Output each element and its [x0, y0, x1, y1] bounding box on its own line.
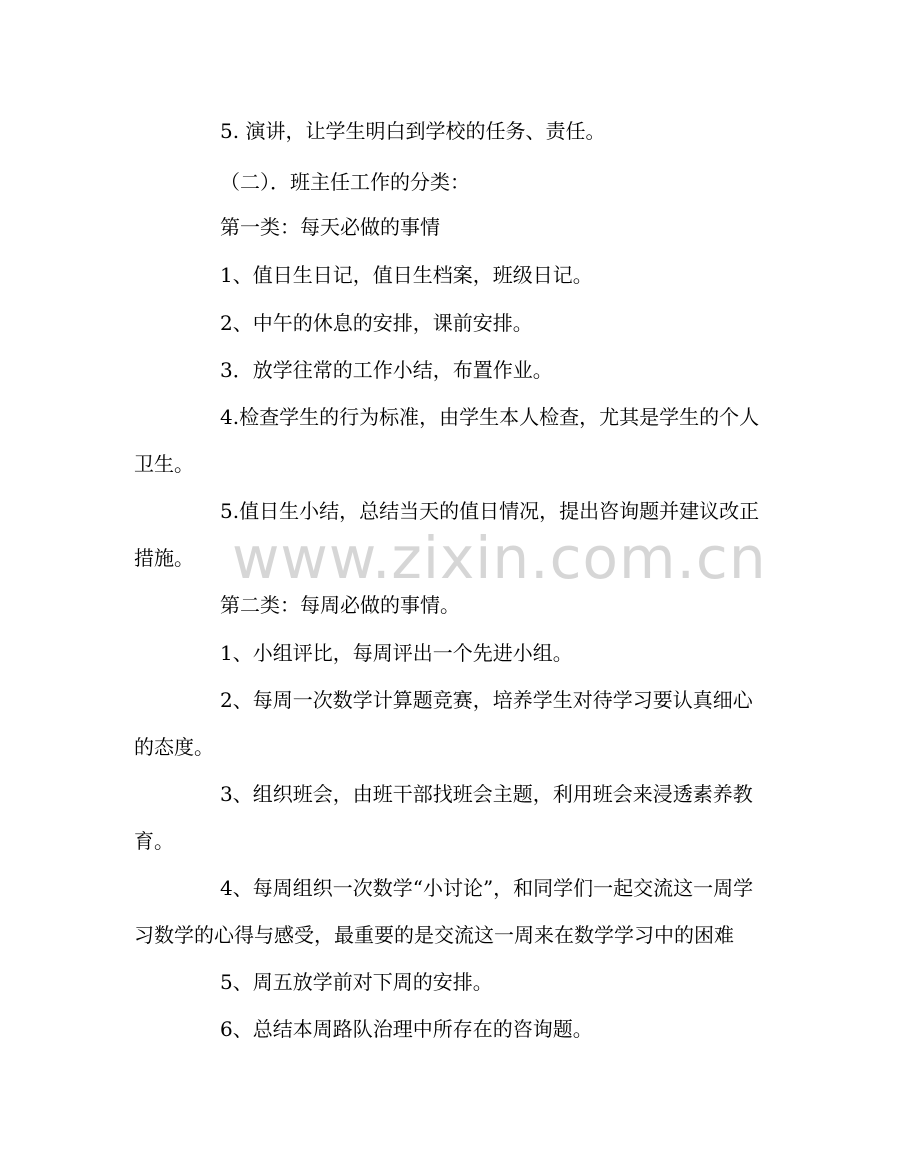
paragraph-line: 卫生。: [134, 452, 194, 476]
paragraph-line: 4、每周组织一次数学“小讨论”，和同学们一起交流这一周学: [220, 876, 754, 900]
paragraph-line: 1、值日生日记，值日生档案，班级日记。: [220, 263, 593, 287]
category-heading: 第一类：每天必做的事情: [220, 215, 440, 239]
paragraph-line: 5. 演讲，让学生明白到学校的任务、责任。: [220, 119, 606, 143]
paragraph-line: 育。: [134, 829, 174, 853]
paragraph-line: 3．放学往常的工作小结，布置作业。: [220, 358, 553, 382]
paragraph-line: 措施。: [134, 546, 194, 570]
paragraph-line: 习数学的心得与感受，最重要的是交流这一周来在数学学习中的困难: [134, 923, 734, 947]
category-heading: 第二类：每周必做的事情。: [220, 593, 460, 617]
paragraph-line: 6、总结本周路队治理中所存在的咨询题。: [220, 1017, 593, 1041]
paragraph-line: 5.值日生小结，总结当天的值日情况，提出咨询题并建议改正: [220, 499, 760, 523]
paragraph-line: 4.检查学生的行为标准，由学生本人检查，尤其是学生的个人: [220, 405, 760, 429]
paragraph-line: 1、小组评比，每周评出一个先进小组。: [220, 641, 573, 665]
paragraph-line: 3、组织班会，由班干部找班会主题，利用班会来浸透素养教: [220, 782, 753, 806]
watermark-text: www.zixin.com.cn: [232, 524, 767, 592]
paragraph-line: 2、每周一次数学计算题竞赛，培养学生对待学习要认真细心: [220, 688, 753, 712]
paragraph-line: 的态度。: [134, 735, 214, 759]
paragraph-line: 2、中午的休息的安排，课前安排。: [220, 311, 533, 335]
section-heading: （二）．班主任工作的分类：: [220, 170, 470, 194]
paragraph-line: 5、周五放学前对下周的安排。: [220, 970, 493, 994]
